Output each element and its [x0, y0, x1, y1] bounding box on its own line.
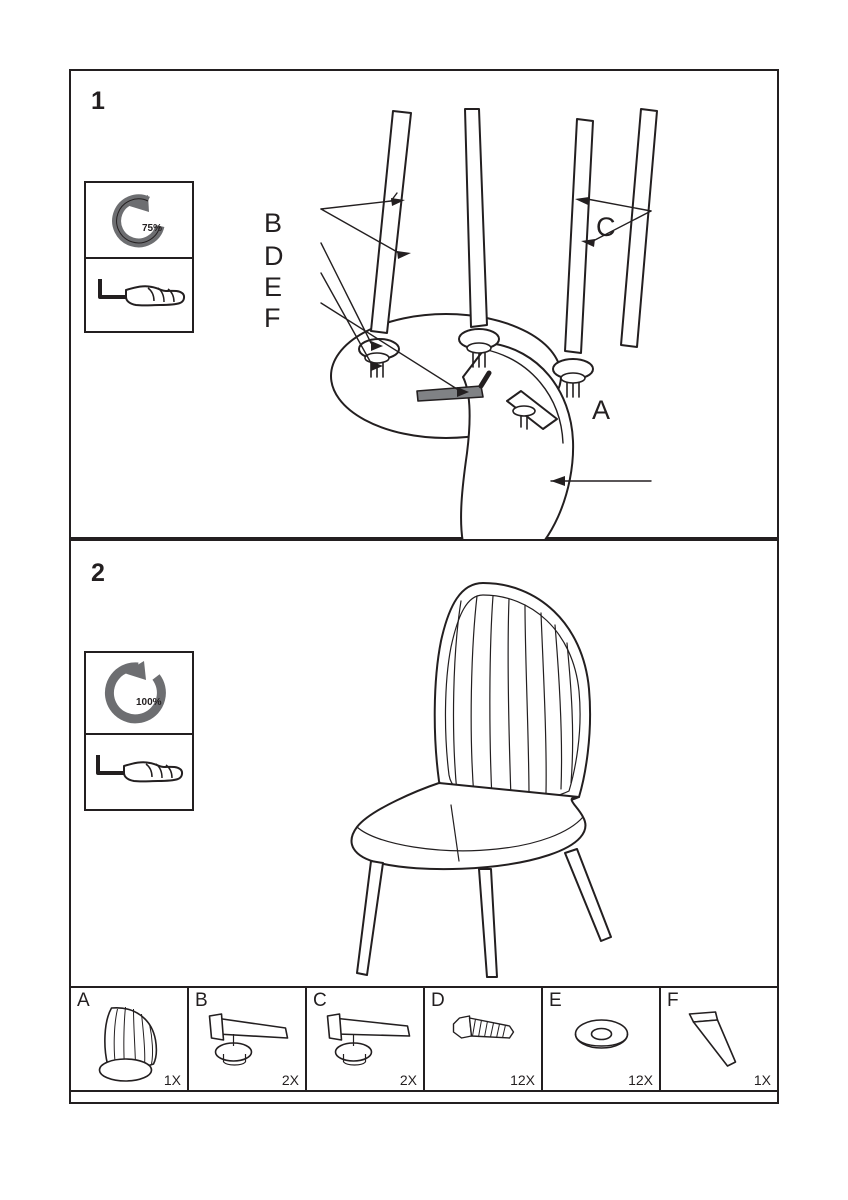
- part-letter: F: [667, 990, 679, 1011]
- part-letter: C: [313, 990, 327, 1011]
- step-1-exploded-chair-diagram: [221, 81, 781, 541]
- part-cell-e: [543, 988, 661, 1090]
- callout-label-b: B: [264, 208, 283, 238]
- part-cell-d: [425, 988, 543, 1090]
- step-2-tool-box: [84, 651, 194, 811]
- step-1-number: 1: [91, 87, 105, 115]
- part-qty: 12X: [510, 1072, 535, 1088]
- part-cell-b: [189, 988, 307, 1090]
- step-2-progress-label: 100%: [136, 697, 162, 708]
- parts-legend: [69, 986, 779, 1092]
- part-letter: E: [549, 990, 562, 1011]
- step-1-panel: [69, 69, 779, 539]
- part-letter: B: [195, 990, 208, 1011]
- part-cell-f: [661, 988, 777, 1090]
- callout-label-c: C: [596, 212, 616, 242]
- allen-key-hand-icon: [86, 257, 192, 331]
- allen-key-hand-icon: [86, 733, 192, 809]
- part-qty: 2X: [399, 1072, 417, 1088]
- part-qty: 1X: [163, 1072, 181, 1088]
- callout-label-f: F: [264, 303, 281, 333]
- step-2-assembled-chair-diagram: [301, 561, 681, 981]
- circular-arrow-icon: [86, 183, 192, 255]
- part-letter: A: [77, 990, 90, 1011]
- part-letter: D: [431, 990, 445, 1011]
- step-1-progress-label: 75%: [142, 223, 163, 234]
- step-2-number: 2: [91, 559, 105, 587]
- part-cell-a: [71, 988, 189, 1090]
- part-qty: 12X: [628, 1072, 653, 1088]
- step-1-tool-box: [84, 181, 194, 333]
- circular-arrow-icon: [86, 653, 192, 731]
- part-qty: 2X: [281, 1072, 299, 1088]
- callout-label-a: A: [592, 395, 611, 425]
- callout-label-d: D: [264, 241, 284, 271]
- part-cell-c: [307, 988, 425, 1090]
- callout-label-e: E: [264, 272, 283, 302]
- part-qty: 1X: [753, 1072, 771, 1088]
